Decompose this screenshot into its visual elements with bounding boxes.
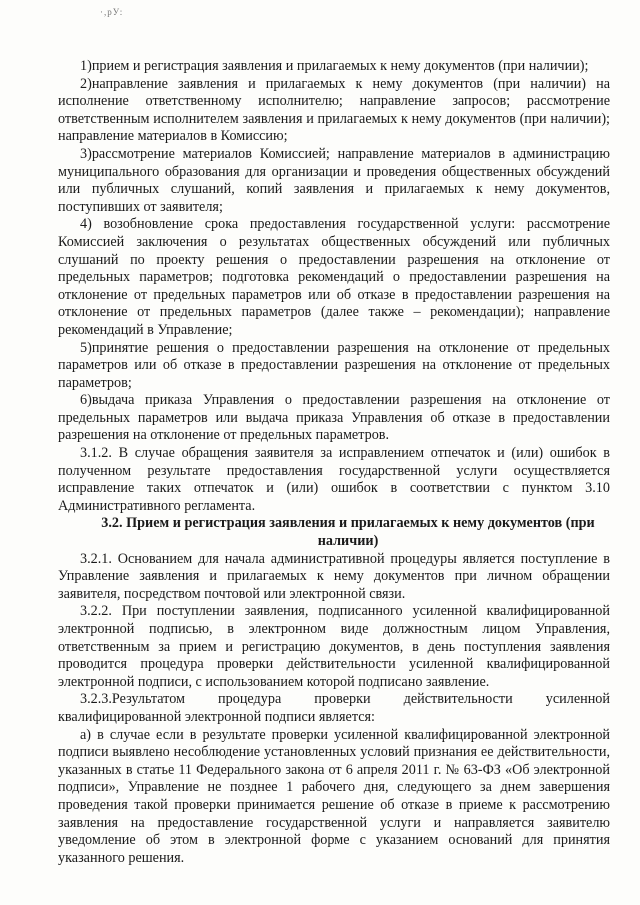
- section-heading: 3.2. Прием и регистрация заявления и прилагаемых к нему документов (при наличии): [101, 515, 595, 550]
- list-item-6: 6)выдача приказа Управления о предоставлении разрешения на отклонение от предельных параметров или выдача приказа Управления об отказе в предоставлении разрешения на отклонение от предельных параметров.: [58, 392, 610, 444]
- paragraph-3-2-2: 3.2.2. При поступлении заявления, подписанного усиленной квалифицированной электронной подписью, в электронном виде должностным лицом Управления, ответственным за прием и регистрацию документов, в день поступления заявления проводится процедура проверки действительности усиленной квалифицированной электронной подписи, с использованием которой подписано заявление.: [58, 603, 610, 690]
- paragraph-3-2-3: 3.2.3.Результатом процедура проверки действительности усиленной квалифицированной электронной подписи является:: [58, 691, 610, 725]
- paragraph-3-1-2: 3.1.2. В случае обращения заявителя за исправлением отпечаток и (или) ошибок в полученном результате предоставления государственной услуги осуществляется исправление таких отпечаток и (или) ошибок в соответствии с пунктом 3.10 Административного регламента.: [58, 445, 610, 514]
- list-item-1: 1)прием и регистрация заявления и прилагаемых к нему документов (при наличии);: [80, 58, 589, 74]
- paragraph-3-2-1: 3.2.1. Основанием для начала административной процедуры является поступление в Управление заявления и прилагаемых к нему документов при личном обращении заявителя, посредством почтовой или электронной связи.: [58, 550, 610, 602]
- list-item-3: 3)рассмотрение материалов Комиссией; направление материалов в администрацию муниципального образования для организации и проведения общественных обсуждений или публичных слушаний, копий заявления и прилагаемых к нему документов, поступивших от заявителя;: [58, 145, 610, 215]
- paragraph-a: а) в случае если в результате проверки усиленной квалифицированной электронной подписи выявлено несоблюдение установленных условий признания ее действительности, указанных в статье 11 Федерального закона от 6 апреля 2011 г. № 63-ФЗ «Об электронной подписи», Управление не позднее 1 рабочего дня, следующего за днем завершения проведения такой проверки принимается решение об отказе в приеме к рассмотрению заявления на предоставление государственной услуги и направляется заявителю уведомление об этом в электронной форме с указанием оснований для принятия указанного решения.: [58, 726, 610, 866]
- list-item-2: 2)направление заявления и прилагаемых к нему документов (при наличии) на исполнение ответственному исполнителю; направление запросов; рассмотрение ответственным исполнителем заявления и прилагаемых к нему документов (при наличии); направление материалов в Комиссию;: [58, 75, 610, 145]
- scan-speck: ·,рУ:: [100, 7, 124, 17]
- list-item-4: 4) возобновление срока предоставления государственной услуги: рассмотрение Комиссией заключения о результатах общественных обсуждений или публичных слушаний по проекту решения о предоставлении разрешения на отклонение от предельных параметров; подготовка рекомендаций о предоставлении разрешения на отклонение от предельных параметров или об отказе в предоставлении разрешения на отклонение от предельных параметров (далее также – рекомендации); направление рекомендаций в Управление;: [58, 216, 610, 338]
- list-item-5: 5)принятие решения о предоставлении разрешения на отклонение от предельных параметров или об отказе в предоставлении разрешения на отклонение от предельных параметров;: [58, 339, 610, 391]
